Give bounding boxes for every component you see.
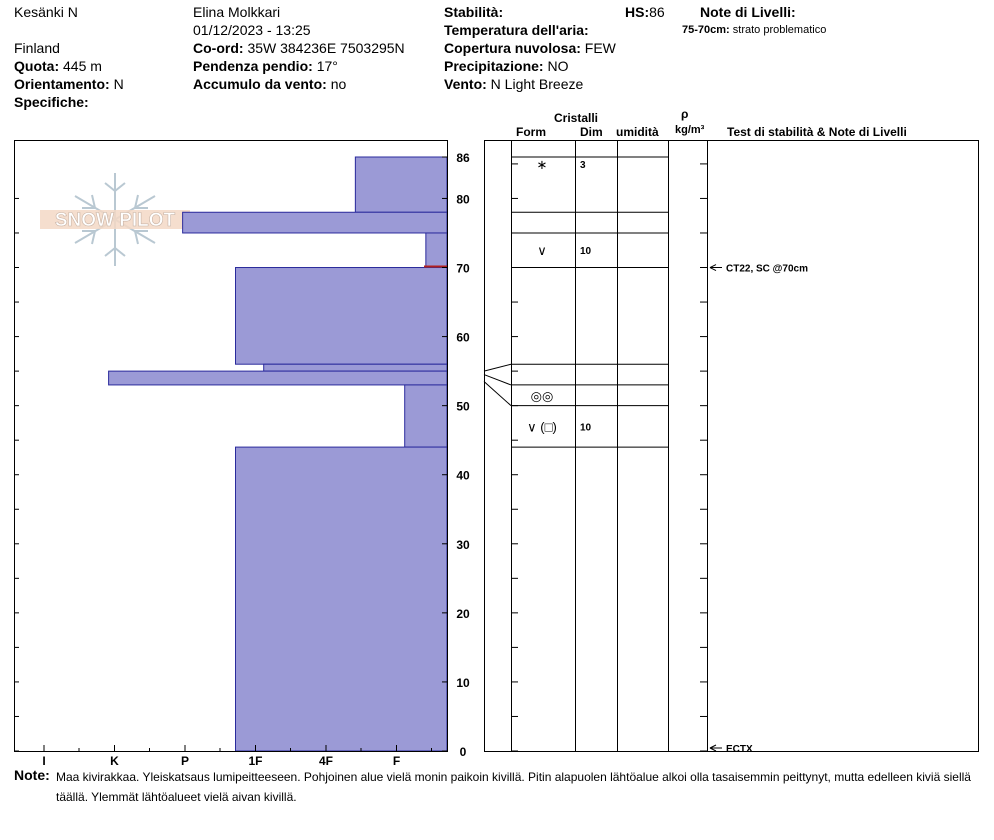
depth-label-50: 50: [456, 399, 470, 414]
precip-label: Precipitazione:: [444, 58, 544, 74]
coord-value: 35W 384236E 7503295N: [247, 40, 405, 56]
test-arrow-0: [710, 265, 722, 268]
connector-56: [484, 364, 511, 371]
depth-label-40: 40: [456, 468, 470, 483]
depth-label-0: 0: [459, 745, 467, 759]
test-arrow-1: [710, 745, 722, 748]
layer-notes-text: strato problematico: [732, 24, 827, 36]
hardness-bar-4: [264, 364, 447, 371]
rho-header: ρ: [681, 107, 689, 121]
wind-loading-label: Accumulo da vento:: [193, 76, 327, 92]
slope-value: 17°: [316, 58, 338, 74]
connector-53: [484, 375, 511, 385]
connector-50: [484, 381, 511, 405]
tests-header: Test di stabilità & Note di Livelli: [727, 125, 907, 139]
snowpilot-logo: [40, 173, 190, 266]
depth-label-60: 60: [456, 330, 470, 345]
layer-table-frame: [485, 141, 979, 752]
crystal-form-2: ◎◎: [530, 388, 554, 404]
aspect-label: Orientamento:: [14, 76, 110, 92]
crystal-form-0: ∗: [536, 156, 548, 172]
crystal-size-1: 10: [580, 246, 592, 258]
stability-tests: [710, 264, 808, 755]
stability-label: Stabilità:: [444, 4, 504, 20]
crystal-form-1: ∨: [537, 243, 547, 259]
moisture-header: umidità: [616, 125, 659, 139]
depth-label-10: 10: [456, 675, 470, 690]
dim-header: Dim: [580, 125, 603, 139]
density-unit-header: kg/m³: [675, 124, 705, 136]
notes-text: Maa kivirakkaa. Yleiskatsaus lumipeitteeseen. Pohjoinen alue vielä monin paikoin kivillä. Pitin alapuolen lähtöalue alkoi olla tasaisemmin peittynyt, mutta edelleen kiviä siellä täällä. Ylemmät lähtöalueet vielä aivan kivillä.: [56, 770, 971, 804]
hardness-label-4F: 4F: [318, 754, 334, 768]
sky-value: FEW: [584, 40, 616, 56]
hardness-bar-5: [109, 371, 447, 385]
hardness-label-K: K: [110, 754, 119, 768]
test-label-0: CT22, SC @70cm: [726, 263, 809, 275]
country: Finland: [14, 40, 60, 56]
hardness-label-P: P: [180, 754, 190, 768]
hardness-bars: [109, 157, 447, 751]
hs-value: 86: [649, 4, 665, 20]
logo-text: SNOW PILOT: [54, 210, 176, 231]
wind-value: N Light Breeze: [490, 76, 584, 92]
crystal-size-0: 3: [580, 159, 586, 171]
hs-label: HS:: [625, 4, 650, 20]
hardness-bar-0: [355, 157, 447, 212]
specifics-label: Specifiche:: [14, 94, 89, 110]
hardness-bar-6: [405, 385, 447, 447]
test-label-1: ECTX: [726, 744, 753, 755]
form-header: Form: [516, 125, 546, 139]
depth-label-20: 20: [456, 606, 470, 621]
depth-label-86: 86: [456, 151, 470, 165]
elevation-label: Quota:: [14, 58, 60, 74]
air-temp-label: Temperatura dell'aria:: [444, 22, 589, 38]
layer-notes-title: Note di Livelli:: [700, 4, 796, 20]
sky-label: Copertura nuvolosa:: [444, 40, 581, 56]
hardness-label-F: F: [392, 754, 401, 768]
hardness-bar-7: [236, 447, 448, 751]
hardness-bar-1: [183, 212, 447, 233]
coord-label: Co-ord:: [193, 40, 244, 56]
notes-label: Note:: [14, 767, 50, 783]
hardness-label-I: I: [42, 754, 46, 768]
layer-notes-range: 75-70cm:: [682, 24, 730, 36]
depth-label-30: 30: [456, 537, 470, 552]
crystal-form-3: ∨ (□): [527, 419, 557, 435]
crystal-rows: [527, 157, 591, 434]
aspect-value: N: [113, 76, 124, 92]
crystal-size-3: 10: [580, 422, 592, 434]
observation-datetime: 01/12/2023 - 13:25: [193, 22, 311, 38]
slope-label: Pendenza pendio:: [193, 58, 313, 74]
depth-label-70: 70: [456, 261, 470, 276]
crystals-header: Cristalli: [554, 111, 599, 125]
hardness-bar-2: [426, 233, 447, 268]
observer-name: Elina Molkkari: [193, 4, 281, 20]
elevation-value: 445 m: [63, 58, 102, 74]
location-name: Kesänki N: [14, 4, 78, 20]
hardness-label-1F: 1F: [248, 754, 263, 768]
hardness-bar-3: [236, 268, 448, 365]
precip-value: NO: [547, 58, 569, 74]
wind-loading-value: no: [330, 76, 347, 92]
wind-label: Vento:: [444, 76, 487, 92]
depth-label-80: 80: [456, 192, 470, 207]
